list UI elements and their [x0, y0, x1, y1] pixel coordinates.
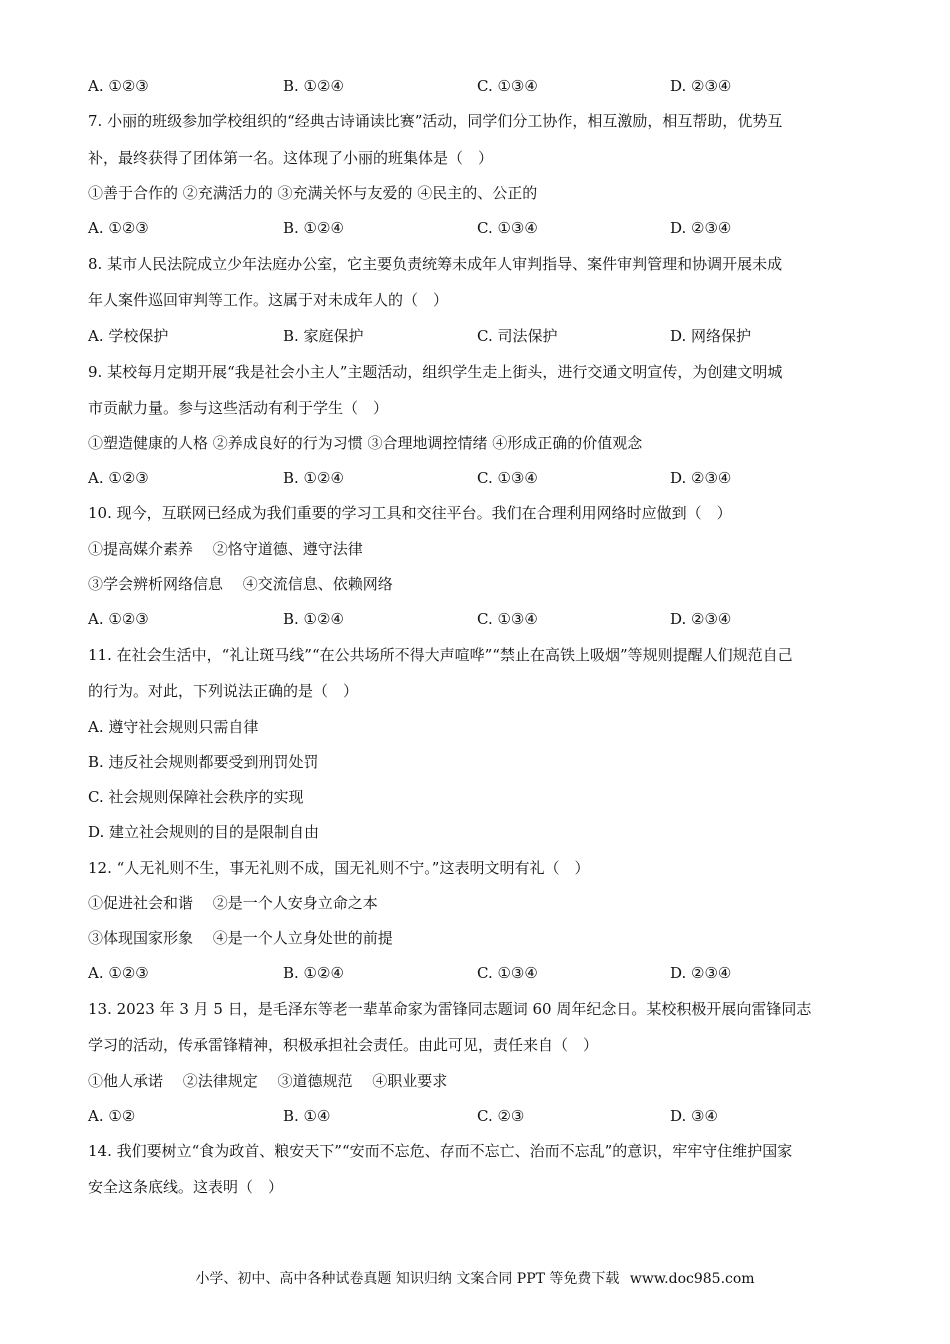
q11-choice-b: B. 违反社会规则都要受到刑罚处罚	[88, 753, 319, 771]
option-a: A. ①②③	[88, 77, 149, 95]
option-c: C. ①③④	[477, 469, 538, 487]
q13-stem-line-1: 13. 2023 年 3 月 5 日，是毛泽东等老一辈革命家为雷锋同志题词 60 周年纪念日。某校积极开展向雷锋同志	[88, 1000, 812, 1018]
option-a: A. ①②③	[88, 469, 149, 487]
option-d: D. ②③④	[670, 77, 732, 95]
q12-statements-line-1: ①促进社会和谐 ②是一个人安身立命之本	[88, 894, 378, 912]
option-c: C. ①③④	[477, 77, 538, 95]
q7-options	[88, 218, 868, 238]
option-b: B. ①②④	[283, 219, 344, 237]
option-b: B. ①④	[283, 1107, 331, 1125]
option-b: B. ①②④	[283, 964, 344, 982]
q11-stem-line-1: 11. 在社会生活中，“礼让斑马线”“在公共场所不得大声喧哗”“禁止在高铁上吸烟”等规则提醒人们规范自己	[88, 646, 793, 664]
option-d: D. ③④	[670, 1107, 718, 1125]
q13-options	[88, 1106, 868, 1126]
option-b: B. ①②④	[283, 610, 344, 628]
q10-stem-line-1: 10. 现今，互联网已经成为我们重要的学习工具和交往平台。我们在合理利用网络时应做到（ ）	[88, 504, 732, 522]
option-d: D. ②③④	[670, 469, 732, 487]
q13-stem-line-2: 学习的活动，传承雷锋精神，积极承担社会责任。由此可见，责任来自（ ）	[88, 1036, 599, 1054]
q14-stem-line-2: 安全这条底线。这表明（ ）	[88, 1178, 284, 1196]
option-d: D. 网络保护	[670, 327, 752, 345]
q8-options	[88, 326, 868, 346]
page-footer	[0, 1269, 950, 1289]
option-a: A. ①②	[88, 1107, 136, 1125]
q9-stem-line-1: 9. 某校每月定期开展“我是社会小主人”主题活动，组织学生走上街头，进行交通文明宣传，为创建文明城	[88, 363, 783, 381]
q8-stem-line-2: 年人案件巡回审判等工作。这属于对未成年人的（ ）	[88, 291, 449, 309]
option-c: C. ②③	[477, 1107, 525, 1125]
q9-stem-line-2: 市贡献力量。参与这些活动有利于学生（ ）	[88, 399, 389, 417]
q12-stem-line-1: 12. “人无礼则不生，事无礼则不成，国无礼则不宁。”这表明文明有礼（ ）	[88, 859, 590, 877]
q11-stem-line-2: 的行为。对此，下列说法正确的是（ ）	[88, 682, 359, 700]
footer-text: 小学、初中、高中各种试卷真题 知识归纳 文案合同 PPT 等免费下载	[195, 1271, 620, 1287]
q10-statements-line-2: ③学会辨析网络信息 ④交流信息、依赖网络	[88, 575, 393, 593]
q11-choice-c: C. 社会规则保障社会秩序的实现	[88, 788, 304, 806]
q10-options	[88, 609, 868, 629]
option-a: A. 学校保护	[88, 327, 169, 345]
option-b: B. 家庭保护	[283, 327, 364, 345]
option-c: C. ①③④	[477, 610, 538, 628]
option-a: A. ①②③	[88, 964, 149, 982]
option-a: A. ①②③	[88, 610, 149, 628]
q8-stem-line-1: 8. 某市人民法院成立少年法庭办公室，它主要负责统筹未成年人审判指导、案件审判管理和协调开展未成	[88, 255, 783, 273]
q12-options	[88, 963, 868, 983]
option-b: B. ①②④	[283, 469, 344, 487]
q7-statements: ①善于合作的 ②充满活力的 ③充满关怀与友爱的 ④民主的、公正的	[88, 184, 538, 202]
q12-statements-line-2: ③体现国家形象 ④是一个人立身处世的前提	[88, 929, 393, 947]
option-c: C. ①③④	[477, 964, 538, 982]
q7-stem-line-1: 7. 小丽的班级参加学校组织的“经典古诗诵读比赛”活动，同学们分工协作，相互激励，相互帮助，优势互	[88, 112, 783, 130]
q9-statements: ①塑造健康的人格 ②养成良好的行为习惯 ③合理地调控情绪 ④形成正确的价值观念	[88, 434, 643, 452]
option-b: B. ①②④	[283, 77, 344, 95]
q11-choice-a: A. 遵守社会规则只需自律	[88, 718, 259, 736]
q7-stem-line-2: 补，最终获得了团体第一名。这体现了小丽的班集体是（ ）	[88, 149, 494, 167]
q9-options	[88, 468, 868, 488]
option-a: A. ①②③	[88, 219, 149, 237]
option-d: D. ②③④	[670, 219, 732, 237]
option-d: D. ②③④	[670, 964, 732, 982]
footer-url[interactable]: www.doc985.com	[629, 1271, 755, 1287]
option-d: D. ②③④	[670, 610, 732, 628]
q10-statements-line-1: ①提高媒介素养 ②恪守道德、遵守法律	[88, 540, 363, 558]
option-c: C. 司法保护	[477, 327, 558, 345]
q14-stem-line-1: 14. 我们要树立“食为政首、粮安天下”“安而不忘危、存而不忘亡、治而不忘乱”的意识，牢牢守住维护国家	[88, 1142, 793, 1160]
q6-options	[88, 76, 868, 96]
option-c: C. ①③④	[477, 219, 538, 237]
q13-statements: ①他人承诺 ②法律规定 ③道德规范 ④职业要求	[88, 1072, 448, 1090]
q11-choice-d: D. 建立社会规则的目的是限制自由	[88, 823, 320, 841]
